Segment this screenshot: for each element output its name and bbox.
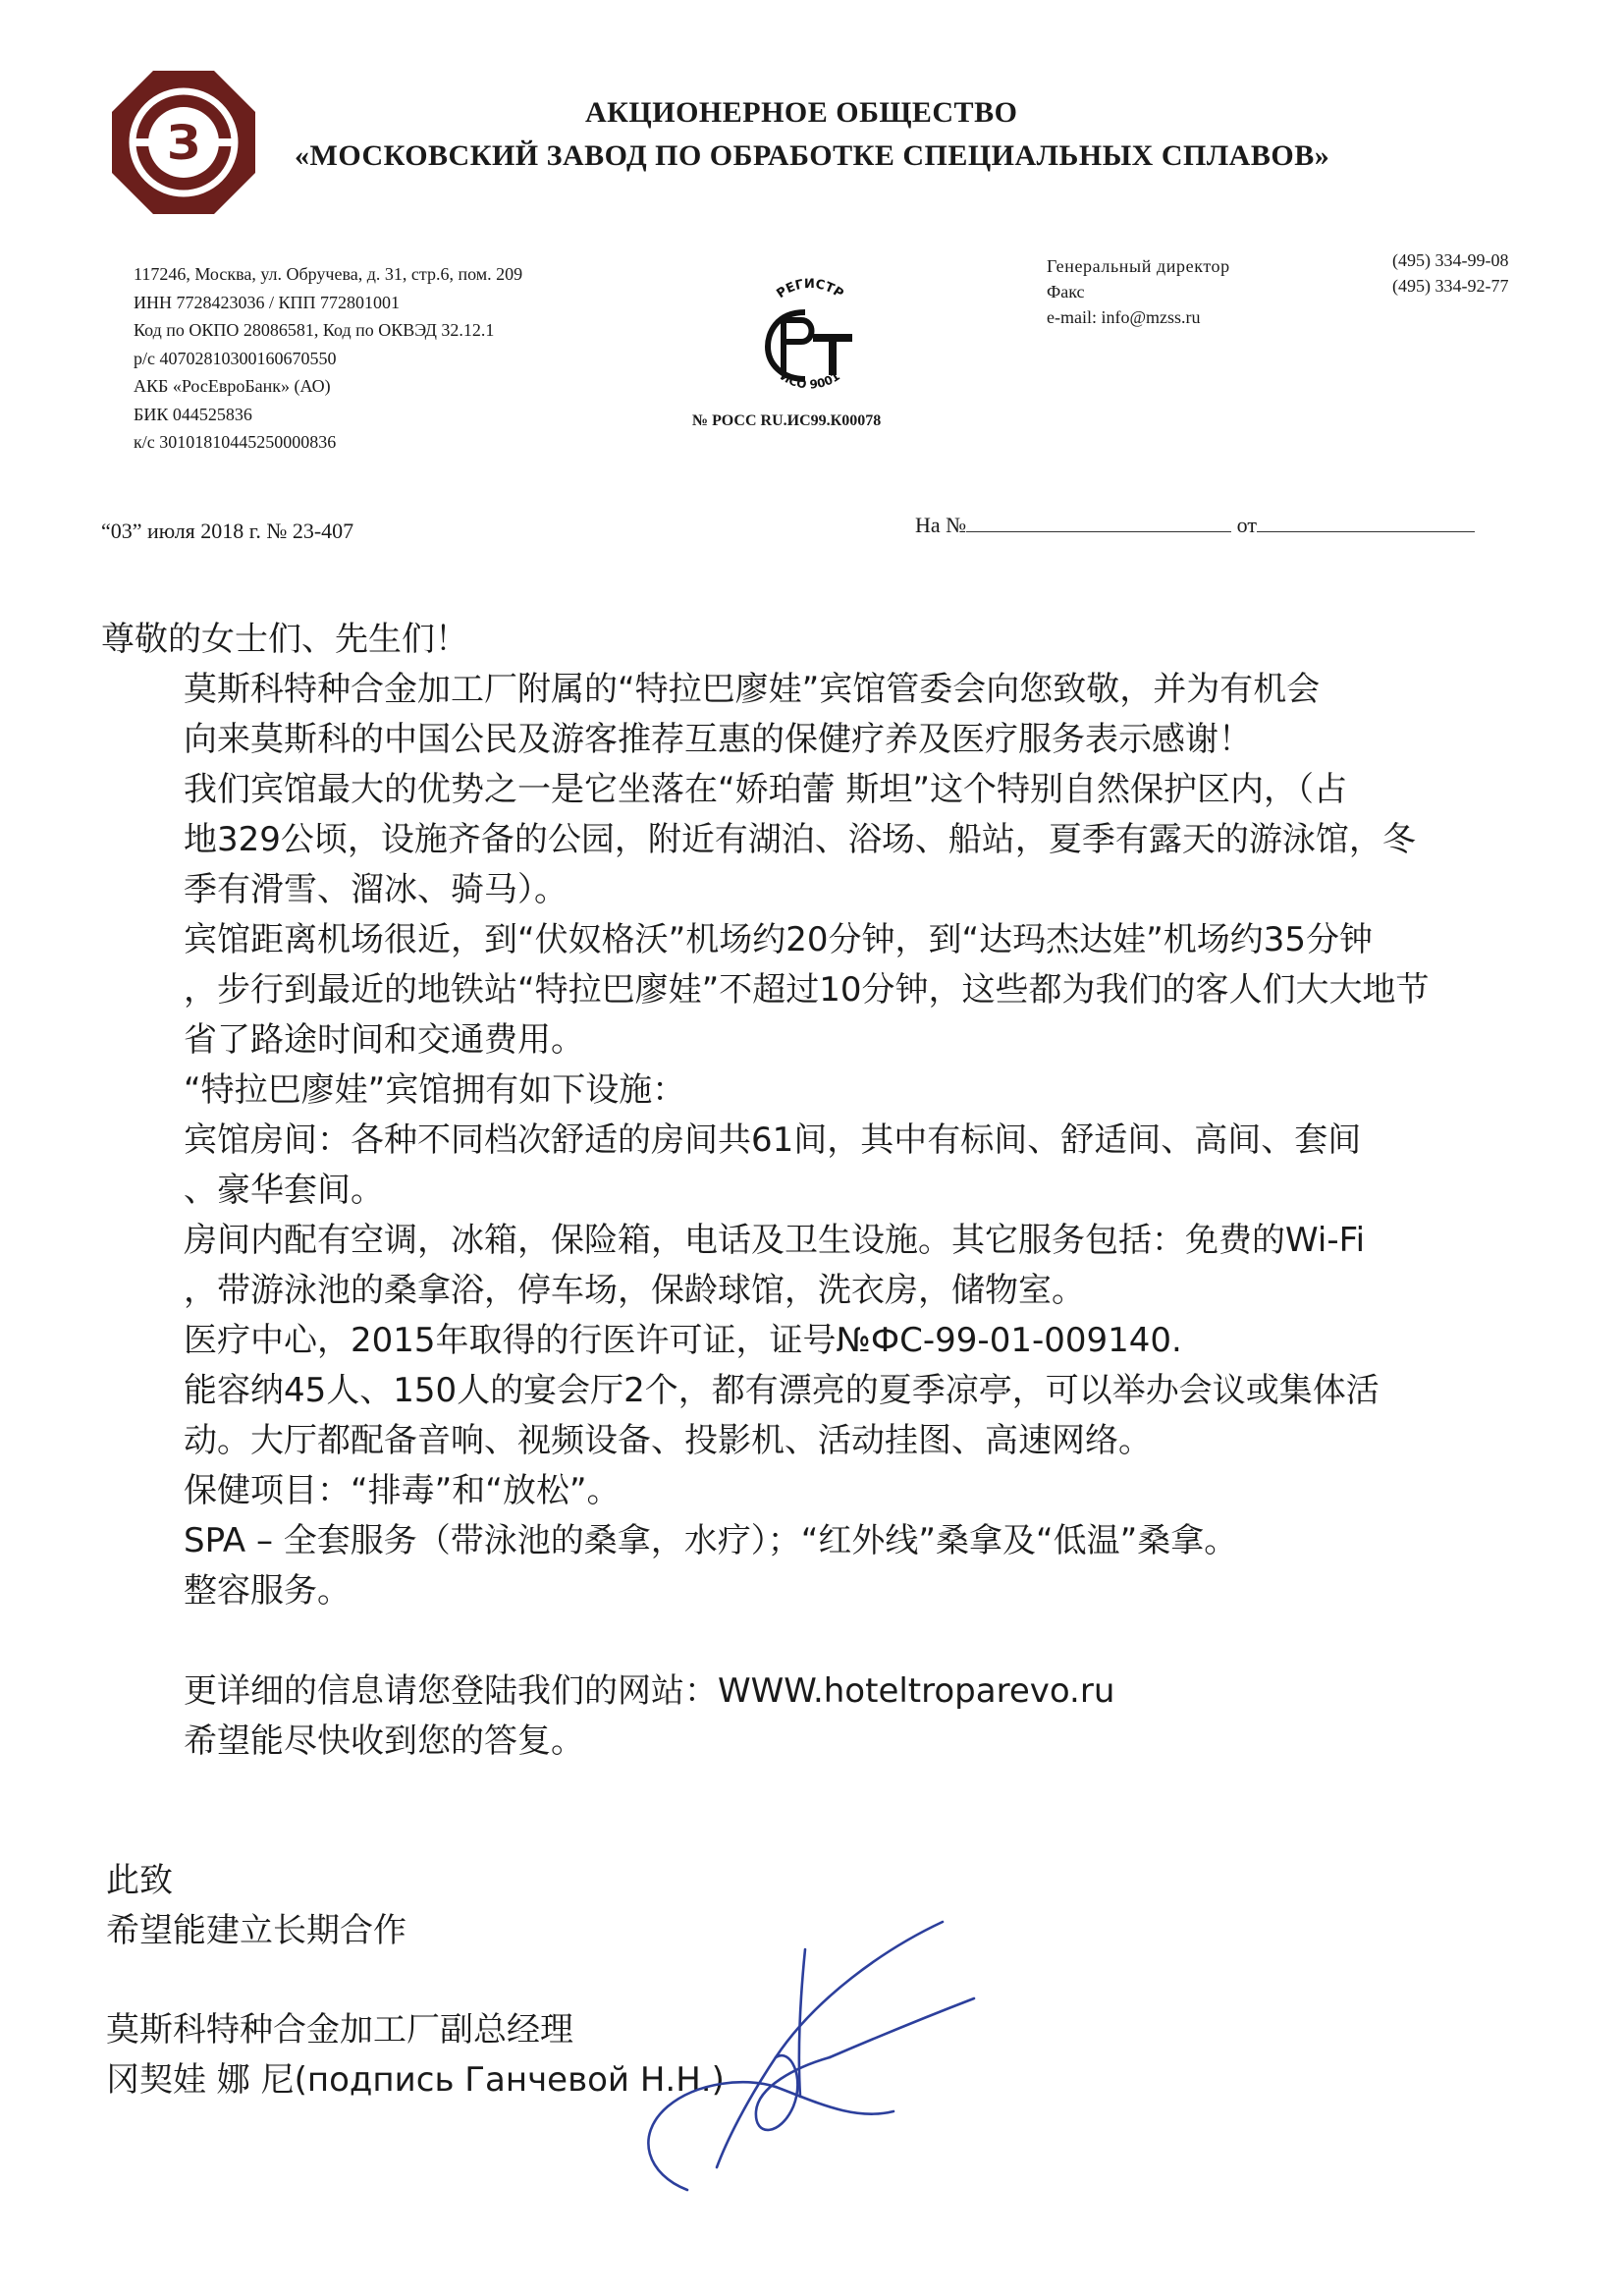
greeting: 尊敬的女士们、先生们！ xyxy=(101,620,468,659)
from-blank xyxy=(1257,513,1475,532)
paragraph-airports: 宾馆距离机场很近，到“伏奴格沃”机场约20分钟，到“达玛杰达娃”机场约35分钟 ，步行到最近的地铁站“特拉巴廖娃”不超过10分钟，这些都为我们的客人们大大地节 省了路途时间和交通费用。 xyxy=(184,920,1430,1060)
svg-text:З: З xyxy=(166,116,201,171)
paragraph-room-amenities: 房间内配有空调，冰箱，保险箱，电话及卫生设施。其它服务包括：免费的Wi-Fi ，带游泳池的桑拿浴，停车场，保龄球馆，洗衣房，储物室。 xyxy=(184,1221,1366,1310)
company-name: «МОСКОВСКИЙ ЗАВОД ПО ОБРАБОТКЕ СПЕЦИАЛЬНЫХ СПЛАВОВ» xyxy=(295,139,1330,172)
email-text: e-mail: info@mzss.ru xyxy=(1047,307,1201,327)
letter-body xyxy=(101,615,1535,1767)
ref-label: На № xyxy=(915,513,967,537)
register-number: № РОСС RU.ИС99.К00078 xyxy=(692,412,882,429)
paragraph-cosmetic: 整容服务。 xyxy=(184,1571,351,1611)
phones-block xyxy=(1392,247,1508,299)
closing-salutation: 此致 xyxy=(106,1861,173,1900)
svg-text:ИСО 9001: ИСО 9001 xyxy=(778,368,842,392)
paragraph-banquet-halls: 能容纳45人、150人的宴会厅2个，都有漂亮的夏季凉亭，可以举办会议或集体活 动。大厅都配备音响、视频设备、投影机、活动挂图、高速网络。 xyxy=(184,1371,1380,1460)
svg-text:РЕГИСТР: РЕГИСТР xyxy=(774,276,846,302)
closing-block xyxy=(106,1856,406,1956)
reference-line xyxy=(915,513,1475,538)
paragraph-spa: SPA – 全套服务（带泳池的桑拿，水疗）；“红外线”桑拿及“低温”桑拿。 xyxy=(184,1521,1238,1560)
paragraph-await-reply: 希望能尽快收到您的答复。 xyxy=(184,1722,584,1761)
paragraph-rooms: 宾馆房间：各种不同档次舒适的房间共61间，其中有标间、舒适间、高间、套间 、豪华套间。 xyxy=(184,1121,1362,1210)
fax-label: Факс xyxy=(1047,282,1085,301)
paragraph-medical-center: 医疗中心，2015年取得的行医许可证，证号№ФС-99-01-009140. xyxy=(184,1321,1182,1360)
signer-name: 冈契娃 娜 尼(подпись Ганчевой Н.Н.) xyxy=(106,2060,725,2100)
phone-fax: (495) 334-92-77 xyxy=(1392,276,1509,296)
requisite-inn: ИНН 7728423036 / КПП 772801001 xyxy=(134,292,401,312)
director-label: Генеральный директор xyxy=(1047,256,1230,276)
requisite-address: 117246, Москва, ул. Обручева, д. 31, стр.6, пом. 209 xyxy=(134,264,523,284)
company-type: АКЦИОНЕРНОЕ ОБЩЕСТВО xyxy=(585,96,1018,129)
paragraph-website: 更详细的信息请您登陆我们的网站：WWW.hoteltroparevo.ru xyxy=(184,1671,1115,1711)
register-certification-logo xyxy=(746,273,874,410)
signer-title: 莫斯科特种合金加工厂副总经理 xyxy=(106,2010,573,2050)
handwritten-signature xyxy=(628,1910,982,2205)
requisite-account: р/с 40702810300160670550 xyxy=(134,348,337,368)
paragraph-facilities-intro: “特拉巴廖娃”宾馆拥有如下设施： xyxy=(184,1070,686,1110)
paragraph-health-programs: 保健项目：“排毒”和“放松”。 xyxy=(184,1471,621,1510)
company-logo xyxy=(110,69,257,216)
contacts-block xyxy=(1047,253,1230,330)
letter-date: “03” июля 2018 г. № 23-407 xyxy=(101,519,354,543)
phone-director: (495) 334-99-08 xyxy=(1392,250,1509,270)
company-requisites xyxy=(134,260,522,457)
requisite-codes: Код по ОКПО 28086581, Код по ОКВЭД 32.12.1 xyxy=(134,320,495,340)
paragraph-location: 我们宾馆最大的优势之一是它坐落在“娇珀蕾 斯坦”这个特别自然保护区内，（占 地329公顷，设施齐备的公园，附近有湖泊、浴场、船站，夏季有露天的游泳馆，冬 季有滑雪、溜冰、骑马）。 xyxy=(184,770,1416,909)
paragraph-intro: 莫斯科特种合金加工厂附属的“特拉巴廖娃”宾馆管委会向您致敬，并为有机会 向来莫斯科的中国公民及游客推荐互惠的保健疗养及医疗服务表示感谢！ xyxy=(184,670,1321,759)
requisite-bik: БИК 044525836 xyxy=(134,404,252,424)
requisite-corr-account: к/с 30101810445250000836 xyxy=(134,432,337,452)
closing-wish: 希望能建立长期合作 xyxy=(106,1911,406,1950)
from-label: от xyxy=(1236,513,1257,537)
ref-blank xyxy=(966,513,1231,532)
requisite-bank: АКБ «РосЕвроБанк» (АО) xyxy=(134,376,331,396)
